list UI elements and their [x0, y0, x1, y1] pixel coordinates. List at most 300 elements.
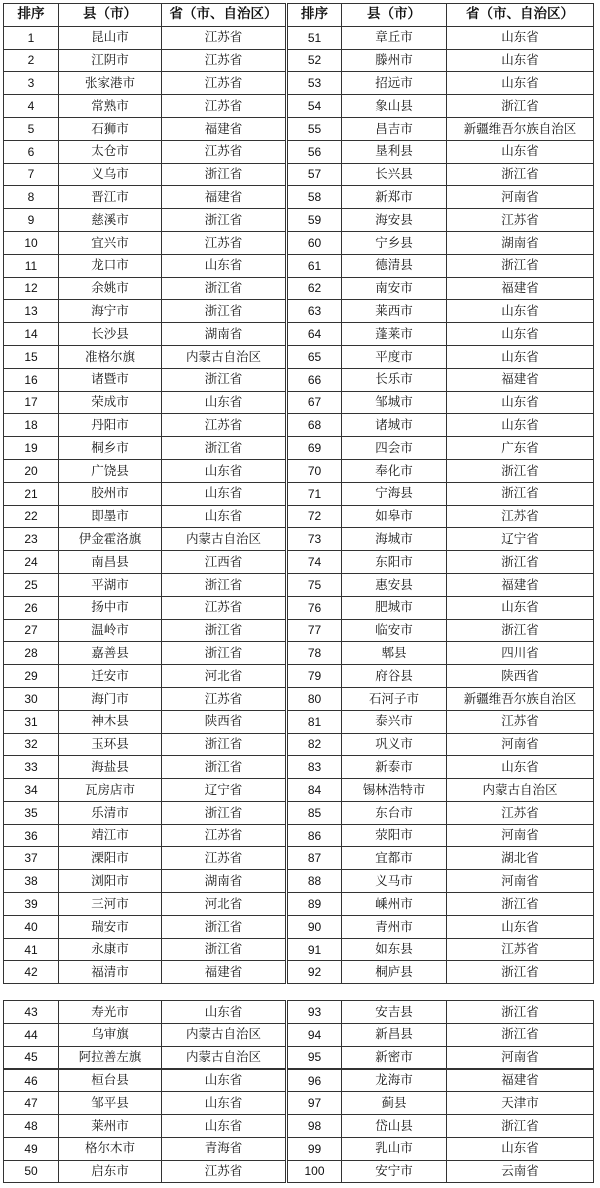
province-cell: 湖南省	[447, 231, 594, 254]
province-cell: 山东省	[162, 482, 287, 505]
rank-cell: 57	[287, 163, 342, 186]
header-county: 县（市）	[342, 4, 447, 27]
province-cell: 河南省	[447, 186, 594, 209]
county-cell: 瓦房店市	[59, 779, 162, 802]
county-cell: 新泰市	[342, 756, 447, 779]
province-cell: 山东省	[162, 505, 287, 528]
province-cell: 山东省	[447, 323, 594, 346]
province-cell: 内蒙古自治区	[162, 1046, 287, 1069]
rank-cell: 21	[4, 482, 59, 505]
province-cell: 新疆维吾尔族自治区	[447, 687, 594, 710]
province-cell: 山东省	[447, 72, 594, 95]
rank-cell: 58	[287, 186, 342, 209]
county-cell: 垦利县	[342, 140, 447, 163]
table-row	[4, 870, 594, 893]
county-cell: 宜都市	[342, 847, 447, 870]
rank-cell: 54	[287, 95, 342, 118]
rank-cell: 29	[4, 665, 59, 688]
province-cell: 湖南省	[162, 870, 287, 893]
county-cell: 神木县	[59, 710, 162, 733]
province-cell: 山东省	[162, 1114, 287, 1137]
rank-cell: 82	[287, 733, 342, 756]
county-cell: 平度市	[342, 345, 447, 368]
rank-cell: 28	[4, 642, 59, 665]
county-cell: 义乌市	[59, 163, 162, 186]
province-cell: 山东省	[447, 414, 594, 437]
province-cell: 江苏省	[162, 596, 287, 619]
rank-cell: 35	[4, 801, 59, 824]
county-cell: 宁乡县	[342, 231, 447, 254]
province-cell: 山东省	[162, 391, 287, 414]
rank-cell: 47	[4, 1092, 59, 1115]
county-cell: 锡林浩特市	[342, 779, 447, 802]
county-cell: 扬中市	[59, 596, 162, 619]
county-cell: 莱州市	[59, 1114, 162, 1137]
rank-cell: 71	[287, 482, 342, 505]
county-cell: 海城市	[342, 528, 447, 551]
page-break	[0, 989, 600, 999]
county-cell: 诸城市	[342, 414, 447, 437]
county-cell: 长兴县	[342, 163, 447, 186]
county-cell: 靖江市	[59, 824, 162, 847]
rank-cell: 43	[4, 1001, 59, 1024]
county-cell: 义马市	[342, 870, 447, 893]
province-cell: 浙江省	[447, 95, 594, 118]
table-row	[4, 665, 594, 688]
county-cell: 乌审旗	[59, 1023, 162, 1046]
county-cell: 福清市	[59, 961, 162, 984]
county-cell: 浏阳市	[59, 870, 162, 893]
county-cell: 东阳市	[342, 551, 447, 574]
province-cell: 福建省	[447, 277, 594, 300]
province-cell: 江苏省	[162, 140, 287, 163]
province-cell: 福建省	[447, 368, 594, 391]
rank-cell: 85	[287, 801, 342, 824]
rank-cell: 93	[287, 1001, 342, 1024]
province-cell: 湖北省	[447, 847, 594, 870]
table-row	[4, 642, 594, 665]
rank-cell: 61	[287, 254, 342, 277]
county-cell: 岱山县	[342, 1114, 447, 1137]
rank-cell: 80	[287, 687, 342, 710]
province-cell: 浙江省	[447, 163, 594, 186]
table-row	[4, 710, 594, 733]
county-cell: 新昌县	[342, 1023, 447, 1046]
province-cell: 内蒙古自治区	[162, 1023, 287, 1046]
province-cell: 山东省	[162, 254, 287, 277]
province-cell: 山东省	[447, 300, 594, 323]
province-cell: 江西省	[162, 551, 287, 574]
county-cell: 奉化市	[342, 459, 447, 482]
county-cell: 太仓市	[59, 140, 162, 163]
rank-cell: 3	[4, 72, 59, 95]
province-cell: 新疆维吾尔族自治区	[447, 117, 594, 140]
rank-cell: 44	[4, 1023, 59, 1046]
rank-cell: 68	[287, 414, 342, 437]
county-cell: 郫县	[342, 642, 447, 665]
ranking-table-page-2	[3, 1000, 594, 1183]
rank-cell: 95	[287, 1046, 342, 1069]
rank-cell: 81	[287, 710, 342, 733]
county-cell: 邹平县	[59, 1092, 162, 1115]
province-cell: 浙江省	[162, 801, 287, 824]
county-cell: 阿拉善左旗	[59, 1046, 162, 1069]
county-cell: 格尔木市	[59, 1137, 162, 1160]
county-cell: 莱西市	[342, 300, 447, 323]
county-cell: 乐清市	[59, 801, 162, 824]
table-row	[4, 117, 594, 140]
province-cell: 福建省	[447, 573, 594, 596]
county-cell: 安吉县	[342, 1001, 447, 1024]
rank-cell: 26	[4, 596, 59, 619]
county-cell: 临安市	[342, 619, 447, 642]
province-cell: 江苏省	[447, 710, 594, 733]
county-cell: 张家港市	[59, 72, 162, 95]
county-cell: 三河市	[59, 893, 162, 916]
county-cell: 德清县	[342, 254, 447, 277]
rank-cell: 72	[287, 505, 342, 528]
province-cell: 江苏省	[162, 414, 287, 437]
county-cell: 宜兴市	[59, 231, 162, 254]
county-cell: 嵊州市	[342, 893, 447, 916]
rank-cell: 98	[287, 1114, 342, 1137]
rank-cell: 62	[287, 277, 342, 300]
county-cell: 嘉善县	[59, 642, 162, 665]
province-cell: 江苏省	[162, 49, 287, 72]
province-cell: 山东省	[447, 49, 594, 72]
county-cell: 永康市	[59, 938, 162, 961]
header-county: 县（市）	[59, 4, 162, 27]
province-cell: 江苏省	[162, 687, 287, 710]
rank-cell: 51	[287, 26, 342, 49]
county-cell: 滕州市	[342, 49, 447, 72]
rank-cell: 64	[287, 323, 342, 346]
rank-cell: 33	[4, 756, 59, 779]
table-row	[4, 1069, 594, 1092]
table-row	[4, 733, 594, 756]
table-row	[4, 1114, 594, 1137]
rank-cell: 16	[4, 368, 59, 391]
rank-cell: 19	[4, 437, 59, 460]
rank-cell: 46	[4, 1069, 59, 1092]
province-cell: 浙江省	[447, 459, 594, 482]
province-cell: 浙江省	[162, 642, 287, 665]
county-cell: 巩义市	[342, 733, 447, 756]
rank-cell: 89	[287, 893, 342, 916]
table-row	[4, 437, 594, 460]
province-cell: 青海省	[162, 1137, 287, 1160]
table-row	[4, 209, 594, 232]
county-cell: 青州市	[342, 915, 447, 938]
province-cell: 浙江省	[162, 938, 287, 961]
rank-cell: 75	[287, 573, 342, 596]
rank-cell: 78	[287, 642, 342, 665]
province-cell: 浙江省	[447, 482, 594, 505]
province-cell: 浙江省	[447, 961, 594, 984]
province-cell: 浙江省	[162, 619, 287, 642]
rank-cell: 20	[4, 459, 59, 482]
county-cell: 胶州市	[59, 482, 162, 505]
province-cell: 江苏省	[162, 231, 287, 254]
county-cell: 海门市	[59, 687, 162, 710]
province-cell: 浙江省	[447, 254, 594, 277]
county-cell: 龙口市	[59, 254, 162, 277]
table-row	[4, 596, 594, 619]
county-cell: 长乐市	[342, 368, 447, 391]
rank-cell: 12	[4, 277, 59, 300]
province-cell: 浙江省	[162, 300, 287, 323]
rank-cell: 52	[287, 49, 342, 72]
county-cell: 石狮市	[59, 117, 162, 140]
province-cell: 山东省	[162, 1092, 287, 1115]
province-cell: 内蒙古自治区	[162, 345, 287, 368]
table-row	[4, 277, 594, 300]
table-row	[4, 140, 594, 163]
table-row	[4, 26, 594, 49]
rank-cell: 53	[287, 72, 342, 95]
rank-cell: 96	[287, 1069, 342, 1092]
province-cell: 河北省	[162, 665, 287, 688]
county-cell: 平湖市	[59, 573, 162, 596]
rank-cell: 30	[4, 687, 59, 710]
table-row	[4, 824, 594, 847]
province-cell: 浙江省	[162, 277, 287, 300]
province-cell: 浙江省	[162, 437, 287, 460]
province-cell: 江苏省	[162, 26, 287, 49]
rank-cell: 31	[4, 710, 59, 733]
table-row	[4, 1160, 594, 1183]
table-row	[4, 72, 594, 95]
county-cell: 新密市	[342, 1046, 447, 1069]
province-cell: 浙江省	[162, 756, 287, 779]
province-cell: 陕西省	[162, 710, 287, 733]
rank-cell: 50	[4, 1160, 59, 1183]
province-cell: 江苏省	[447, 801, 594, 824]
table-row	[4, 186, 594, 209]
province-cell: 山东省	[162, 1001, 287, 1024]
rank-cell: 59	[287, 209, 342, 232]
rank-cell: 88	[287, 870, 342, 893]
county-cell: 乳山市	[342, 1137, 447, 1160]
province-cell: 江苏省	[162, 72, 287, 95]
rank-cell: 79	[287, 665, 342, 688]
county-cell: 蓟县	[342, 1092, 447, 1115]
rank-cell: 97	[287, 1092, 342, 1115]
county-cell: 海宁市	[59, 300, 162, 323]
county-cell: 荣成市	[59, 391, 162, 414]
county-cell: 东台市	[342, 801, 447, 824]
rank-cell: 37	[4, 847, 59, 870]
county-cell: 瑞安市	[59, 915, 162, 938]
rank-cell: 9	[4, 209, 59, 232]
rank-cell: 40	[4, 915, 59, 938]
rank-cell: 69	[287, 437, 342, 460]
province-cell: 山东省	[447, 345, 594, 368]
rank-cell: 84	[287, 779, 342, 802]
rank-cell: 7	[4, 163, 59, 186]
province-cell: 福建省	[162, 961, 287, 984]
county-cell: 新郑市	[342, 186, 447, 209]
rank-cell: 36	[4, 824, 59, 847]
ranking-table-page-1	[3, 3, 594, 984]
county-cell: 安宁市	[342, 1160, 447, 1183]
table-row	[4, 505, 594, 528]
province-cell: 湖南省	[162, 323, 287, 346]
header-province: 省（市、自治区）	[447, 4, 594, 27]
province-cell: 江苏省	[447, 209, 594, 232]
county-cell: 即墨市	[59, 505, 162, 528]
rank-cell: 42	[4, 961, 59, 984]
county-cell: 龙海市	[342, 1069, 447, 1092]
rank-cell: 25	[4, 573, 59, 596]
county-cell: 诸暨市	[59, 368, 162, 391]
county-cell: 泰兴市	[342, 710, 447, 733]
table-row	[4, 414, 594, 437]
province-cell: 山东省	[447, 756, 594, 779]
table-row	[4, 482, 594, 505]
county-cell: 余姚市	[59, 277, 162, 300]
rank-cell: 5	[4, 117, 59, 140]
table-row	[4, 1001, 594, 1024]
county-cell: 宁海县	[342, 482, 447, 505]
table-row	[4, 756, 594, 779]
county-cell: 桓台县	[59, 1069, 162, 1092]
county-cell: 府谷县	[342, 665, 447, 688]
rank-cell: 86	[287, 824, 342, 847]
table-row	[4, 847, 594, 870]
province-cell: 浙江省	[162, 163, 287, 186]
rank-cell: 91	[287, 938, 342, 961]
table-row	[4, 368, 594, 391]
rank-cell: 73	[287, 528, 342, 551]
county-cell: 昆山市	[59, 26, 162, 49]
rank-cell: 90	[287, 915, 342, 938]
province-cell: 山东省	[162, 459, 287, 482]
province-cell: 浙江省	[447, 1001, 594, 1024]
rank-cell: 6	[4, 140, 59, 163]
table-row	[4, 49, 594, 72]
rank-cell: 94	[287, 1023, 342, 1046]
rank-cell: 45	[4, 1046, 59, 1069]
province-cell: 福建省	[162, 117, 287, 140]
province-cell: 浙江省	[162, 209, 287, 232]
table-row	[4, 801, 594, 824]
province-cell: 陕西省	[447, 665, 594, 688]
county-cell: 伊金霍洛旗	[59, 528, 162, 551]
province-cell: 江苏省	[447, 505, 594, 528]
table-row	[4, 687, 594, 710]
county-cell: 肥城市	[342, 596, 447, 619]
rank-cell: 17	[4, 391, 59, 414]
province-cell: 河南省	[447, 733, 594, 756]
county-cell: 章丘市	[342, 26, 447, 49]
county-cell: 温岭市	[59, 619, 162, 642]
county-cell: 象山县	[342, 95, 447, 118]
county-cell: 江阴市	[59, 49, 162, 72]
rank-cell: 10	[4, 231, 59, 254]
county-cell: 惠安县	[342, 573, 447, 596]
province-cell: 内蒙古自治区	[162, 528, 287, 551]
rank-cell: 32	[4, 733, 59, 756]
county-cell: 海盐县	[59, 756, 162, 779]
province-cell: 江苏省	[162, 95, 287, 118]
table-row	[4, 1046, 594, 1069]
county-cell: 准格尔旗	[59, 345, 162, 368]
province-cell: 浙江省	[162, 573, 287, 596]
rank-cell: 18	[4, 414, 59, 437]
table-row	[4, 528, 594, 551]
county-cell: 邹城市	[342, 391, 447, 414]
county-cell: 南昌县	[59, 551, 162, 574]
rank-cell: 38	[4, 870, 59, 893]
province-cell: 辽宁省	[447, 528, 594, 551]
table-row	[4, 254, 594, 277]
province-cell: 河北省	[162, 893, 287, 916]
province-cell: 内蒙古自治区	[447, 779, 594, 802]
province-cell: 山东省	[447, 915, 594, 938]
province-cell: 山东省	[447, 140, 594, 163]
county-cell: 石河子市	[342, 687, 447, 710]
province-cell: 山东省	[162, 1069, 287, 1092]
county-cell: 招远市	[342, 72, 447, 95]
province-cell: 河南省	[447, 824, 594, 847]
county-cell: 海安县	[342, 209, 447, 232]
province-cell: 福建省	[447, 1069, 594, 1092]
county-cell: 启东市	[59, 1160, 162, 1183]
rank-cell: 8	[4, 186, 59, 209]
province-cell: 云南省	[447, 1160, 594, 1183]
county-cell: 南安市	[342, 277, 447, 300]
header-province: 省（市、自治区）	[162, 4, 287, 27]
county-cell: 溧阳市	[59, 847, 162, 870]
county-cell: 迁安市	[59, 665, 162, 688]
table-row	[4, 938, 594, 961]
rank-cell: 67	[287, 391, 342, 414]
county-cell: 丹阳市	[59, 414, 162, 437]
province-cell: 山东省	[447, 1137, 594, 1160]
county-cell: 昌吉市	[342, 117, 447, 140]
county-cell: 如东县	[342, 938, 447, 961]
county-cell: 广饶县	[59, 459, 162, 482]
province-cell: 浙江省	[447, 551, 594, 574]
province-cell: 福建省	[162, 186, 287, 209]
table-row	[4, 231, 594, 254]
province-cell: 浙江省	[447, 1023, 594, 1046]
province-cell: 江苏省	[162, 824, 287, 847]
province-cell: 河南省	[447, 870, 594, 893]
county-cell: 慈溪市	[59, 209, 162, 232]
county-cell: 桐乡市	[59, 437, 162, 460]
table-row	[4, 391, 594, 414]
rank-cell: 4	[4, 95, 59, 118]
province-cell: 山东省	[447, 596, 594, 619]
province-cell: 浙江省	[162, 733, 287, 756]
province-cell: 山东省	[447, 26, 594, 49]
rank-cell: 56	[287, 140, 342, 163]
rank-cell: 77	[287, 619, 342, 642]
rank-cell: 1	[4, 26, 59, 49]
table-row	[4, 915, 594, 938]
rank-cell: 63	[287, 300, 342, 323]
county-cell: 常熟市	[59, 95, 162, 118]
rank-cell: 2	[4, 49, 59, 72]
rank-cell: 66	[287, 368, 342, 391]
province-cell: 浙江省	[447, 1114, 594, 1137]
table-row	[4, 1092, 594, 1115]
table-row	[4, 961, 594, 984]
province-cell: 江苏省	[447, 938, 594, 961]
table-row	[4, 1137, 594, 1160]
